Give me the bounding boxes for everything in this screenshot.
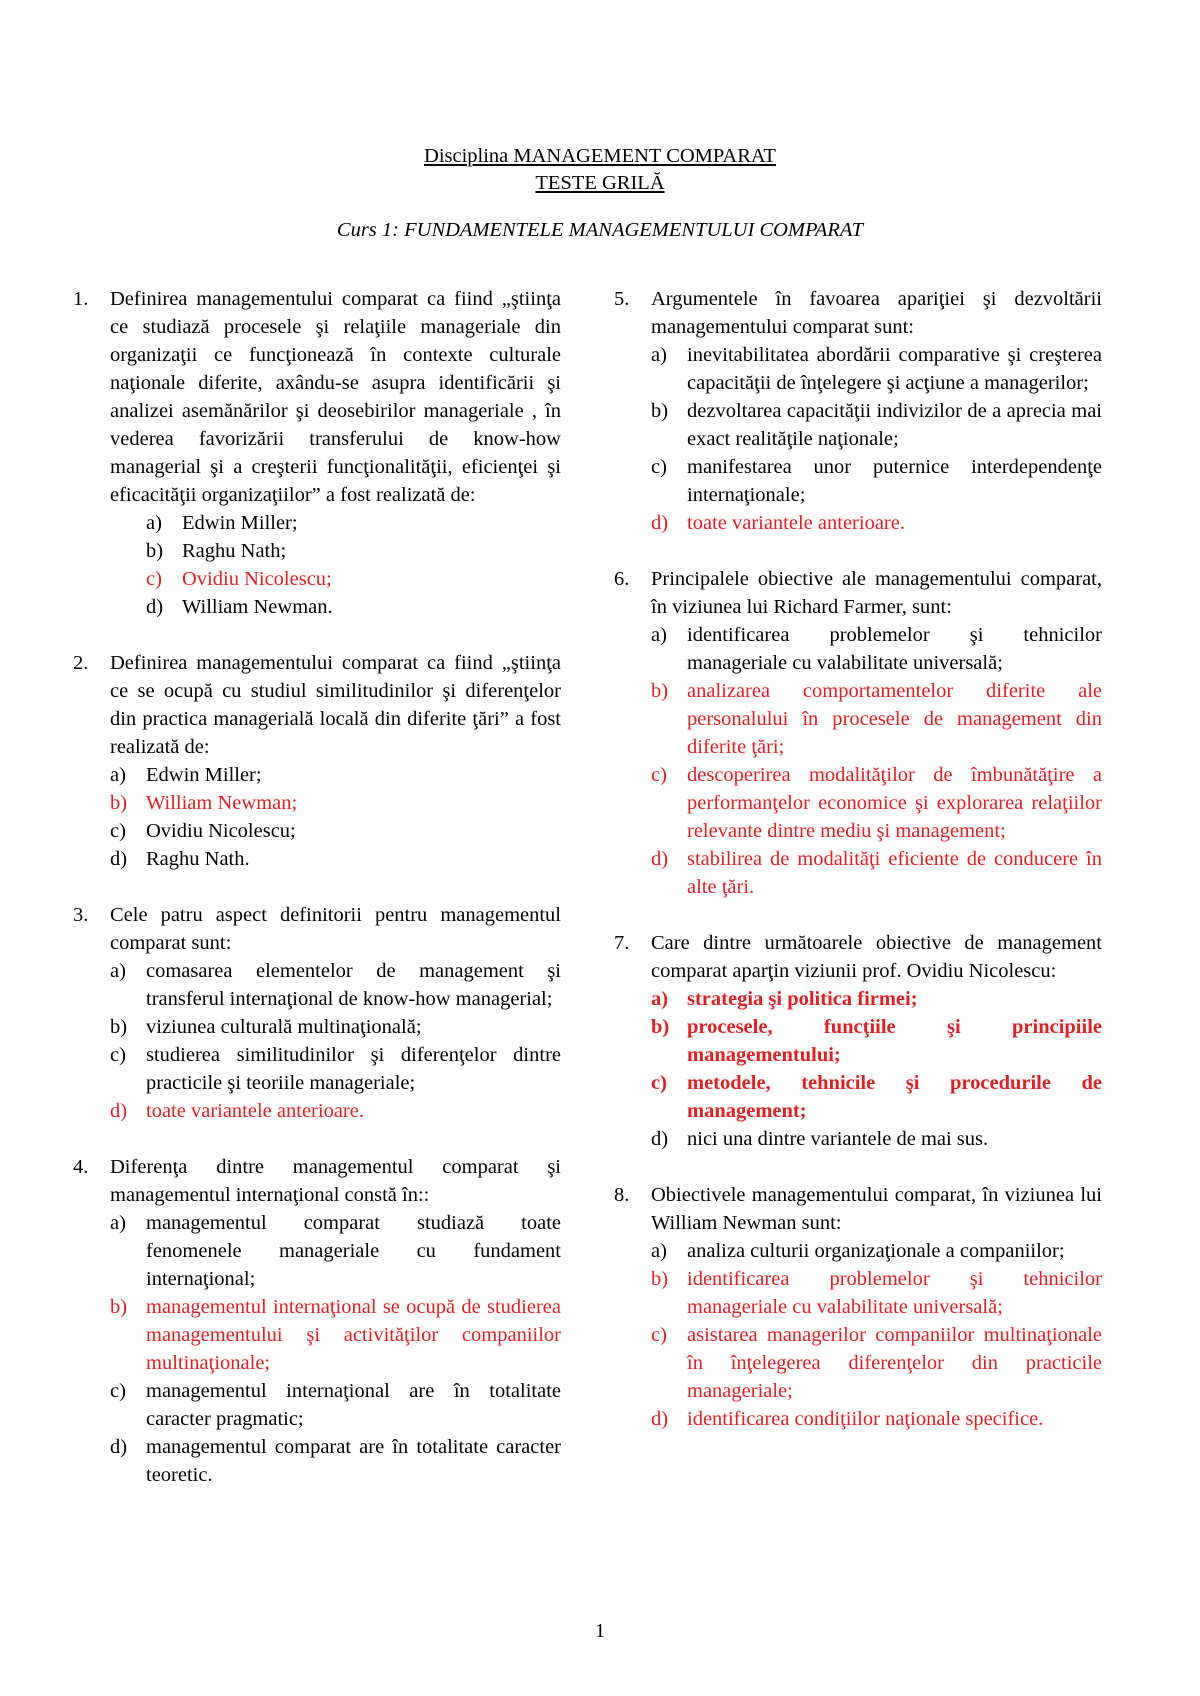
option-text: studierea similitudinilor şi diferenţelor dintre practicile şi teoriile manageriale; <box>146 1044 561 1094</box>
answer-option <box>110 1041 561 1097</box>
question-number: 7. <box>614 932 630 954</box>
question-text: Care dintre următoarele obiective de management comparat aparţin viziunii prof. Ovidiu Nicolescu: <box>651 932 1102 982</box>
question-4 <box>73 1153 561 1489</box>
option-letter: c) <box>110 820 126 842</box>
question-6 <box>614 565 1102 901</box>
option-letter: b) <box>651 1016 670 1038</box>
correct-answer-option <box>651 1013 1102 1069</box>
option-text: dezvoltarea capacităţii indivizilor de a aprecia mai exact realităţile naţionale; <box>687 400 1102 450</box>
correct-answer-option <box>110 1293 561 1377</box>
option-text: manifestarea unor puternice interdependenţe internaţionale; <box>687 456 1102 506</box>
page-number: 1 <box>594 1620 606 1642</box>
option-text: Edwin Miller; <box>146 764 262 786</box>
option-letter: a) <box>651 624 667 646</box>
option-text: stabilirea de modalităţi eficiente de conducere în alte ţări. <box>687 848 1102 898</box>
answer-options <box>110 761 561 873</box>
option-letter: a) <box>110 1212 126 1234</box>
option-text: identificarea problemelor şi tehnicilor manageriale cu valabilitate universală; <box>687 624 1102 674</box>
course-title: Curs 1: FUNDAMENTELE MANAGEMENTULUI COMPARAT <box>336 219 864 241</box>
option-letter: d) <box>651 1408 669 1430</box>
option-text: analizarea comportamentelor diferite ale personalului în procesele de management din diferite ţări; <box>687 680 1102 758</box>
option-letter: d) <box>110 1100 128 1122</box>
answer-option <box>651 397 1102 453</box>
option-text: descoperirea modalităţilor de îmbunătăţire a performanţelor economice şi explorarea relaţiilor relevante dintre mediu şi management; <box>687 764 1102 842</box>
correct-answer-option <box>651 1321 1102 1405</box>
option-letter: c) <box>110 1044 126 1066</box>
option-letter: c) <box>651 456 667 478</box>
answer-option <box>110 1209 561 1293</box>
option-text: strategia şi politica firmei; <box>687 988 918 1010</box>
correct-answer-option <box>651 761 1102 845</box>
option-text: managementul internaţional se ocupă de studierea managementului şi activităţilor companiilor multinaţionale; <box>146 1296 561 1374</box>
answer-option <box>110 761 561 789</box>
correct-answer-option <box>651 1405 1102 1433</box>
question-text: Argumentele în favoarea apariţiei şi dezvoltării managementului comparat sunt: <box>651 288 1102 338</box>
option-letter: b) <box>146 540 164 562</box>
left-column <box>73 285 561 1517</box>
question-number: 3. <box>73 904 89 926</box>
answer-option <box>110 509 561 537</box>
option-letter: b) <box>651 400 669 422</box>
option-letter: a) <box>110 960 126 982</box>
answer-options <box>110 509 561 621</box>
question-3 <box>73 901 561 1125</box>
option-letter: a) <box>651 988 669 1010</box>
option-letter: b) <box>110 1016 128 1038</box>
option-letter: b) <box>110 1296 128 1318</box>
option-text: nici una dintre variantele de mai sus. <box>687 1128 989 1150</box>
correct-answer-option <box>110 789 561 817</box>
option-letter: b) <box>651 680 669 702</box>
question-2 <box>73 649 561 873</box>
option-text: managementul comparat studiază toate fenomenele manageriale cu fundament internaţional; <box>146 1212 561 1290</box>
option-letter: a) <box>651 1240 667 1262</box>
question-number: 8. <box>614 1184 630 1206</box>
option-letter: d) <box>651 512 669 534</box>
option-text: managementul comparat are în totalitate caracter teoretic. <box>146 1436 561 1486</box>
option-text: William Newman; <box>146 792 298 814</box>
question-number: 4. <box>73 1156 89 1178</box>
answer-option <box>110 1377 561 1433</box>
option-letter: d) <box>110 1436 128 1458</box>
option-letter: c) <box>146 568 162 590</box>
option-letter: c) <box>651 1072 667 1094</box>
option-text: Raghu Nath. <box>146 848 250 870</box>
question-text: Cele patru aspect definitorii pentru managementul comparat sunt: <box>110 904 561 954</box>
option-letter: a) <box>110 764 126 786</box>
answer-option <box>110 537 561 565</box>
option-text: inevitabilitatea abordării comparative şi creşterea capacităţii de înţelegere şi acţiune a managerilor; <box>687 344 1102 394</box>
option-text: procesele, funcţiile şi principiile managementului; <box>687 1016 1102 1066</box>
answer-option <box>651 453 1102 509</box>
answer-option <box>110 817 561 845</box>
question-8 <box>614 1181 1102 1433</box>
question-1 <box>73 285 561 621</box>
answer-option <box>651 341 1102 397</box>
question-text: Obiectivele managementului comparat, în viziunea lui William Newman sunt: <box>651 1184 1102 1234</box>
option-letter: a) <box>146 512 162 534</box>
correct-answer-option <box>651 845 1102 901</box>
option-text: analiza culturii organizaţionale a companiilor; <box>687 1240 1065 1262</box>
question-number: 6. <box>614 568 630 590</box>
question-text: Diferenţa dintre managementul comparat şi managementul internaţional constă în:: <box>110 1156 561 1206</box>
correct-answer-option <box>651 677 1102 761</box>
option-text: toate variantele anterioare. <box>146 1100 364 1122</box>
answer-option <box>651 1237 1102 1265</box>
option-text: Ovidiu Nicolescu; <box>182 568 332 590</box>
document-header <box>0 143 1200 244</box>
option-text: toate variantele anterioare. <box>687 512 905 534</box>
answer-options <box>110 1209 561 1489</box>
correct-answer-option <box>651 985 1102 1013</box>
right-column <box>614 285 1102 1461</box>
correct-answer-option <box>651 1265 1102 1321</box>
option-text: managementul internaţional are în totalitate caracter pragmatic; <box>146 1380 561 1430</box>
answer-option <box>110 593 561 621</box>
answer-options <box>110 957 561 1125</box>
answer-option <box>110 1433 561 1489</box>
question-text: Principalele obiective ale managementului comparat, în viziunea lui Richard Farmer, sunt: <box>651 568 1102 618</box>
answer-option <box>110 1013 561 1041</box>
option-text: metodele, tehnicile şi procedurile de management; <box>687 1072 1102 1122</box>
answer-options <box>651 621 1102 901</box>
option-text: asistarea managerilor companiilor multinaţionale în înţelegerea diferenţelor din practicile manageriale; <box>687 1324 1102 1402</box>
question-text: Definirea managementului comparat ca fiind „ştiinţa ce studiază procesele şi relaţiile manageriale din organizaţii ce funcţionează în contexte culturale naţionale diferite, axându-se asupra identificării şi analizei asemănărilor şi deosebirilor manageriale , în vederea favorizării transferului de know-how managerial şi a creşterii funcţionalităţii, eficienţei şi eficacităţii organizaţiilor” a fost realizată de: <box>110 288 561 506</box>
option-letter: b) <box>110 792 128 814</box>
option-text: Raghu Nath; <box>182 540 287 562</box>
option-letter: c) <box>110 1380 126 1402</box>
question-number: 1. <box>73 288 89 310</box>
option-text: viziunea culturală multinaţională; <box>146 1016 422 1038</box>
answer-options <box>651 341 1102 537</box>
option-letter: d) <box>146 596 164 618</box>
discipline-title: Disciplina MANAGEMENT COMPARAT <box>424 145 776 167</box>
option-text: Edwin Miller; <box>182 512 298 534</box>
option-letter: d) <box>110 848 128 870</box>
option-letter: a) <box>651 344 667 366</box>
option-text: Ovidiu Nicolescu; <box>146 820 296 842</box>
question-7 <box>614 929 1102 1153</box>
answer-option <box>110 845 561 873</box>
correct-answer-option <box>110 1097 561 1125</box>
answer-options <box>651 1237 1102 1433</box>
question-number: 2. <box>73 652 89 674</box>
correct-answer-option <box>651 1069 1102 1125</box>
option-letter: c) <box>651 764 667 786</box>
option-letter: b) <box>651 1268 669 1290</box>
question-5 <box>614 285 1102 537</box>
tests-subtitle: TESTE GRILĂ <box>535 172 665 194</box>
correct-answer-option <box>651 509 1102 537</box>
option-text: comasarea elementelor de management şi transferul internaţional de know-how managerial; <box>146 960 561 1010</box>
answer-option <box>651 621 1102 677</box>
option-text: identificarea problemelor şi tehnicilor manageriale cu valabilitate universală; <box>687 1268 1102 1318</box>
answer-option <box>110 957 561 1013</box>
option-letter: d) <box>651 1128 669 1150</box>
option-text: identificarea condiţiilor naţionale specifice. <box>687 1408 1044 1430</box>
question-number: 5. <box>614 288 630 310</box>
question-text: Definirea managementului comparat ca fiind „ştiinţa ce se ocupă cu studiul similitudinilor şi diferenţelor din practica managerială locală din diferite ţări” a fost realizată de: <box>110 652 561 758</box>
correct-answer-option <box>110 565 561 593</box>
answer-options <box>651 985 1102 1153</box>
option-letter: c) <box>651 1324 667 1346</box>
option-text: William Newman. <box>182 596 333 618</box>
option-letter: d) <box>651 848 669 870</box>
answer-option <box>651 1125 1102 1153</box>
